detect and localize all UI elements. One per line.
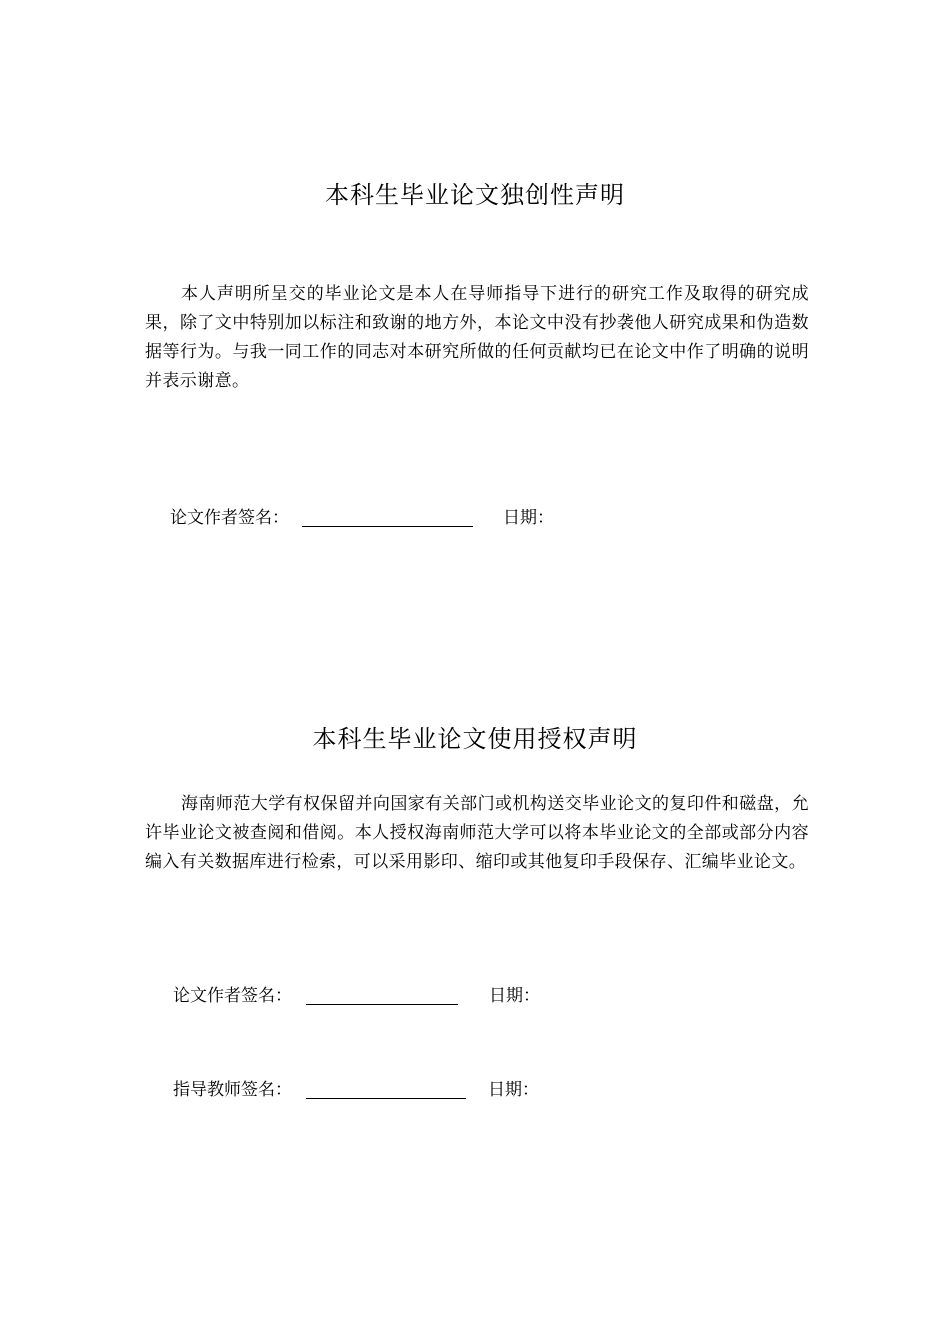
author-signature-row-1 xyxy=(170,505,590,531)
advisor-signature-row xyxy=(173,1077,593,1103)
author-signature-row-2 xyxy=(173,983,593,1009)
advisor-signature-label: 指导教师签名： xyxy=(173,1080,292,1100)
originality-declaration-title: 本科生毕业论文独创性声明 xyxy=(325,181,625,209)
originality-declaration-body: 本人声明所呈交的毕业论文是本人在导师指导下进行的研究工作及取得的研究成果，除了文中特别加以标注和致谢的地方外，本论文中没有抄袭他人研究成果和伪造数据等行为。与我一同工作的同志对本研究所做的任何贡献均已在论文中作了明确的说明并表示谢意。 xyxy=(145,284,809,391)
author-signature-label: 论文作者签名： xyxy=(173,986,292,1006)
date-label: 日期： xyxy=(503,508,554,528)
date-label: 日期： xyxy=(489,986,540,1006)
usage-authorization-title: 本科生毕业论文使用授权声明 xyxy=(312,725,638,753)
date-label: 日期： xyxy=(488,1080,539,1100)
usage-authorization-body: 海南师范大学有权保留并向国家有关部门或机构送交毕业论文的复印件和磁盘，允许毕业论文被查阅和借阅。本人授权海南师范大学可以将本毕业论文的全部或部分内容编入有关数据库进行检索，可以采用影印、缩印或其他复印手段保存、汇编毕业论文。 xyxy=(145,794,809,872)
author-signature-line[interactable] xyxy=(302,526,473,527)
advisor-signature-line[interactable] xyxy=(306,1098,466,1099)
author-signature-label: 论文作者签名： xyxy=(170,508,289,528)
author-signature-line[interactable] xyxy=(306,1004,458,1005)
